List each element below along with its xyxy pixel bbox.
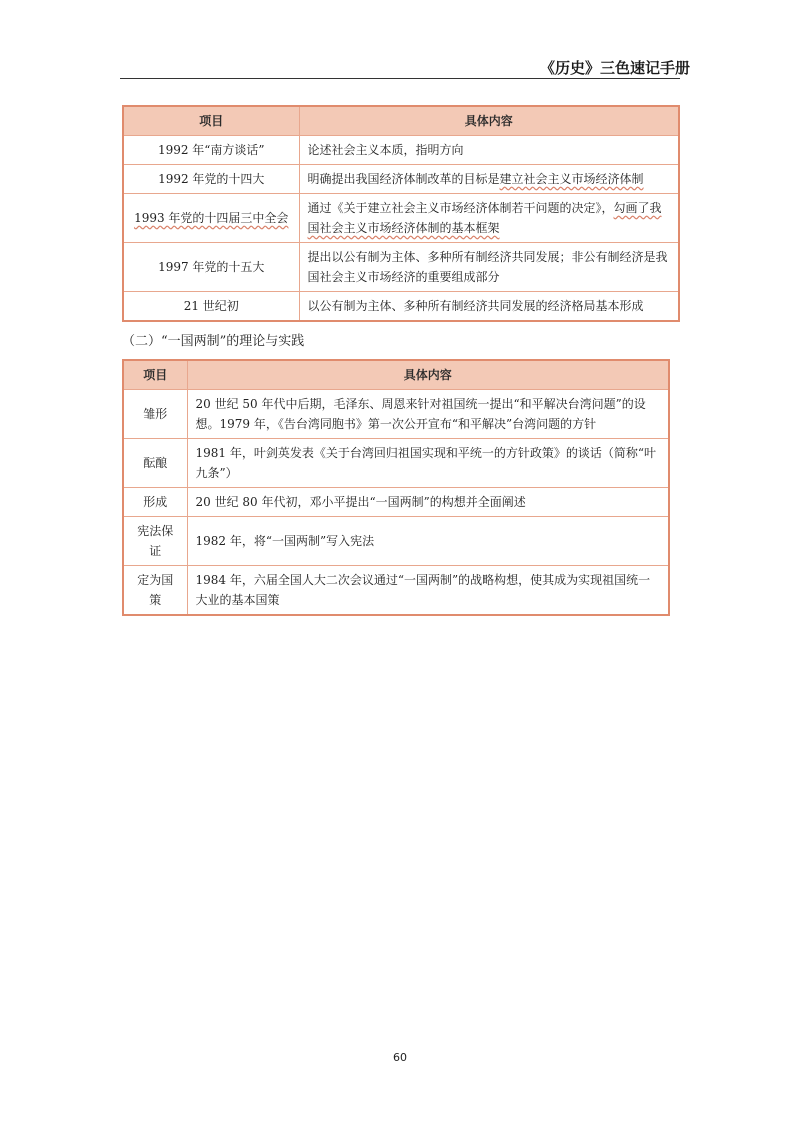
key-point-text: 建立社会主义市场经济体制 — [499, 172, 644, 186]
table-row — [123, 194, 679, 243]
content-text: 通过《关于建立社会主义市场经济体制若干问题的决定》， — [307, 201, 614, 215]
key-point-text: 1993 年党的十四届三中全会 — [134, 211, 289, 225]
row-content — [299, 165, 679, 194]
running-header-title: 《历史》三色速记手册 — [539, 59, 690, 77]
row-item: 1997 年党的十五大 — [123, 243, 299, 292]
row-item: 1992 年“南方谈话” — [123, 136, 299, 165]
table-header-row — [123, 360, 669, 390]
table-header-row — [123, 106, 679, 136]
page-number: 60 — [393, 1051, 407, 1064]
column-header-item: 项目 — [123, 360, 187, 390]
key-point-text: 勾画了我国社会主义市场经济体制的基本框架 — [307, 201, 662, 235]
table-row — [123, 488, 669, 517]
row-content: 20 世纪 80 年代初，邓小平提出“一国两制”的构想并全面阐述 — [187, 488, 669, 517]
table-row — [123, 243, 679, 292]
table-row — [123, 517, 669, 566]
row-content: 1982 年，将“一国两制”写入宪法 — [187, 517, 669, 566]
one-country-two-systems-table — [122, 359, 670, 616]
row-content: 1984 年，六届全国人大二次会议通过“一国两制”的战略构想，使其成为实现祖国统一大业的基本国策 — [187, 566, 669, 616]
row-item: 21 世纪初 — [123, 292, 299, 322]
row-item: 雏形 — [123, 390, 187, 439]
table-row — [123, 439, 669, 488]
table-row — [123, 165, 679, 194]
row-item: 宪法保证 — [123, 517, 187, 566]
row-item: 酝酿 — [123, 439, 187, 488]
row-item: 定为国策 — [123, 566, 187, 616]
table-row — [123, 136, 679, 165]
row-item: 1992 年党的十四大 — [123, 165, 299, 194]
table-row — [123, 390, 669, 439]
row-content: 以公有制为主体、多种所有制经济共同发展的经济格局基本形成 — [299, 292, 679, 322]
row-content: 论述社会主义本质，指明方向 — [299, 136, 679, 165]
column-header-item: 项目 — [123, 106, 299, 136]
header-rule — [120, 78, 680, 79]
row-content: 20 世纪 50 年代中后期，毛泽东、周恩来针对祖国统一提出“和平解决台湾问题”的设想。1979 年，《告台湾同胞书》第一次公开宣布“和平解决”台湾问题的方针 — [187, 390, 669, 439]
row-content — [299, 194, 679, 243]
row-content: 提出以公有制为主体、多种所有制经济共同发展；非公有制经济是我国社会主义市场经济的重要组成部分 — [299, 243, 679, 292]
column-header-content: 具体内容 — [187, 360, 669, 390]
column-header-content: 具体内容 — [299, 106, 679, 136]
row-item: 形成 — [123, 488, 187, 517]
row-item — [123, 194, 299, 243]
section-heading: （二）“一国两制”的理论与实践 — [122, 334, 305, 349]
economic-reform-table — [122, 105, 680, 322]
content-text: 明确提出我国经济体制改革的目标是 — [307, 172, 500, 186]
table-row — [123, 292, 679, 322]
table-row — [123, 566, 669, 616]
row-content: 1981 年，叶剑英发表《关于台湾回归祖国实现和平统一的方针政策》的谈话（简称“叶九条”） — [187, 439, 669, 488]
